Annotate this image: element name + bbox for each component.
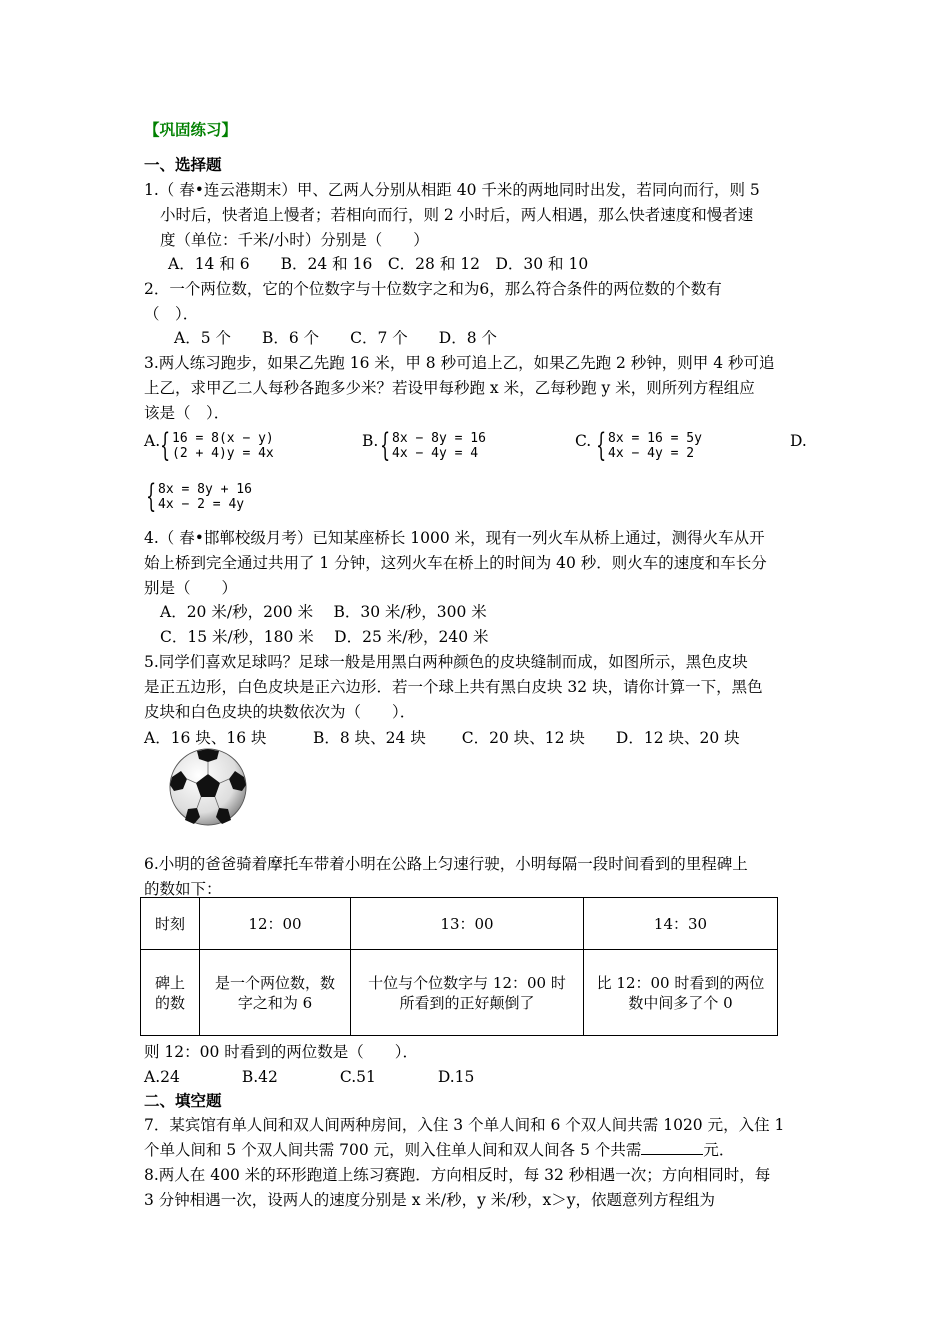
q7-line1: 7．某宾馆有单人间和双人间两种房间，入住 3 个单人间和 6 个双人间共需 1020 元，入住 1	[144, 1116, 785, 1134]
q2-line2: （ ）．	[144, 305, 199, 323]
q7-line2	[144, 1140, 734, 1160]
table-cell: 12：00	[200, 898, 351, 950]
q3-label-b: B.	[362, 432, 379, 450]
cell-line: 比 12：00 时看到的两位	[596, 973, 765, 992]
q3-system-c: { 8x = 16 = 5y 4x − 4y = 2	[596, 426, 702, 464]
soccer-ball-image	[168, 747, 248, 827]
q4-line1: 4.（ 春•邯郸校级月考）已知某座桥长 1000 米，现有一列火车从桥上通过，测得火车从开	[144, 529, 765, 547]
q5-line3: 皮块和白色皮块的块数依次为（ ）．	[144, 703, 416, 721]
cell-line: 的数	[154, 993, 185, 1012]
q3-line1: 3.两人练习跑步，如果乙先跑 16 米，甲 8 秒可追上乙，如果乙先跑 2 秒钟，则甲 4 秒可追	[144, 354, 775, 372]
q6-line1: 6.小明的爸爸骑着摩托车带着小明在公路上匀速行驶，小明每隔一段时间看到的里程碑上	[144, 855, 748, 873]
q2-line1: 2．一个两位数，它的个位数字与十位数字之和为6，那么符合条件的两位数的个数有	[144, 280, 722, 298]
table-cell: 13：00	[351, 898, 584, 950]
q3-system-d: { 8x = 8y + 16 4x − 2 = 4y	[146, 477, 252, 515]
q1-line1: 1.（ 春•连云港期末）甲、乙两人分别从相距 40 千米的两地同时出发，若同向而行，则 5	[144, 181, 760, 199]
cell-line: 数中间多了个 0	[628, 993, 733, 1012]
q1-options: A．14 和 6 B．24 和 16 C．28 和 12 D．30 和 10	[168, 255, 589, 273]
q3-a-eq2: (2 + 4)y = 4x	[172, 446, 274, 461]
milestone-table	[140, 897, 778, 1036]
q3-d-eq2: 4x − 2 = 4y	[158, 497, 245, 512]
q5-line1: 5.同学们喜欢足球吗？足球一般是用黑白两种颜色的皮块缝制而成，如图所示，黑色皮块	[144, 653, 748, 671]
q3-line3: 该是（ ）．	[144, 404, 230, 422]
table-row	[141, 950, 778, 1036]
q4-options-2: C．15 米/秒，180 米 D．25 米/秒，240 米	[160, 628, 489, 646]
q3-label-a: A.	[144, 432, 161, 450]
q4-line3: 别是（ ）	[144, 579, 238, 597]
q8-line2: 3 分钟相遇一次，设两人的速度分别是 x 米/秒，y 米/秒，x＞y，依题意列方程组为	[144, 1191, 716, 1209]
q3-system-a: { 16 = 8(x − y) (2 + 4)y = 4x	[160, 426, 274, 464]
q3-system-b: { 8x − 8y = 16 4x − 4y = 4	[380, 426, 486, 464]
cell-line: 所看到的正好颠倒了	[399, 993, 535, 1012]
q6-line2: 的数如下：	[144, 880, 222, 898]
q3-a-eq1: 16 = 8(x − y)	[172, 431, 274, 446]
table-row	[141, 898, 778, 950]
q3-label-d: D.	[790, 432, 807, 450]
q8-line1: 8.两人在 400 米的环形跑道上练习赛跑．方向相反时，每 32 秒相遇一次；方向相同时，每	[144, 1166, 771, 1184]
q5-options: A．16 块、16 块 B．8 块、24 块 C．20 块、12 块 D．12 块、20 块	[144, 729, 740, 747]
cell-line: 是一个两位数，数	[214, 973, 335, 992]
answer-blank[interactable]	[641, 1140, 703, 1155]
section-title-choice: 一、选择题	[144, 155, 222, 174]
table-cell	[141, 950, 200, 1036]
q7-line2-unit: 元．	[703, 1141, 735, 1159]
q3-line2: 上乙，求甲乙二人每秒各跑多少米？若设甲每秒跑 x 米，乙每秒跑 y 米，则所列方程组应	[144, 379, 755, 397]
q7-line2-text: 个单人间和 5 个双人间共需 700 元，则入住单人间和双人间各 5 个共需	[144, 1141, 642, 1159]
table-cell	[584, 950, 778, 1036]
q3-d-eq1: 8x = 8y + 16	[158, 482, 252, 497]
q4-line2: 始上桥到完全通过共用了 1 分钟，这列火车在桥上的时间为 40 秒．则火车的速度和车长分	[144, 554, 767, 572]
section-header: 【巩固练习】	[144, 120, 238, 139]
q6-question: 则 12：00 时看到的两位数是（ ）．	[144, 1043, 419, 1061]
cell-line: 十位与个位数字与 12：00 时	[368, 973, 566, 992]
q3-b-eq1: 8x − 8y = 16	[392, 431, 486, 446]
q1-line3: 度（单位：千米/小时）分别是（ ）	[160, 231, 429, 249]
cell-line: 碑上	[154, 973, 185, 992]
table-cell	[200, 950, 351, 1036]
table-cell: 时刻	[141, 898, 200, 950]
section-title-fill: 二、填空题	[144, 1091, 222, 1110]
q3-b-eq2: 4x − 4y = 4	[392, 446, 479, 461]
q5-line2: 是正五边形，白色皮块是正六边形．若一个球上共有黑白皮块 32 块，请你计算一下，黑色	[144, 678, 763, 696]
table-cell: 14：30	[584, 898, 778, 950]
q3-c-eq1: 8x = 16 = 5y	[608, 431, 702, 446]
cell-line: 字之和为 6	[237, 993, 313, 1012]
q1-line2: 小时后，快者追上慢者；若相向而行，则 2 小时后，两人相遇，那么快者速度和慢者速	[160, 206, 754, 224]
q3-c-eq2: 4x − 4y = 2	[608, 446, 695, 461]
q3-label-c: C.	[575, 432, 592, 450]
table-cell	[351, 950, 584, 1036]
q6-options: A.24 B.42 C.51 D.15	[144, 1068, 475, 1086]
q2-options: A．5 个 B．6 个 C．7 个 D．8 个	[174, 329, 498, 347]
q4-options-1: A．20 米/秒，200 米 B．30 米/秒，300 米	[160, 603, 487, 621]
